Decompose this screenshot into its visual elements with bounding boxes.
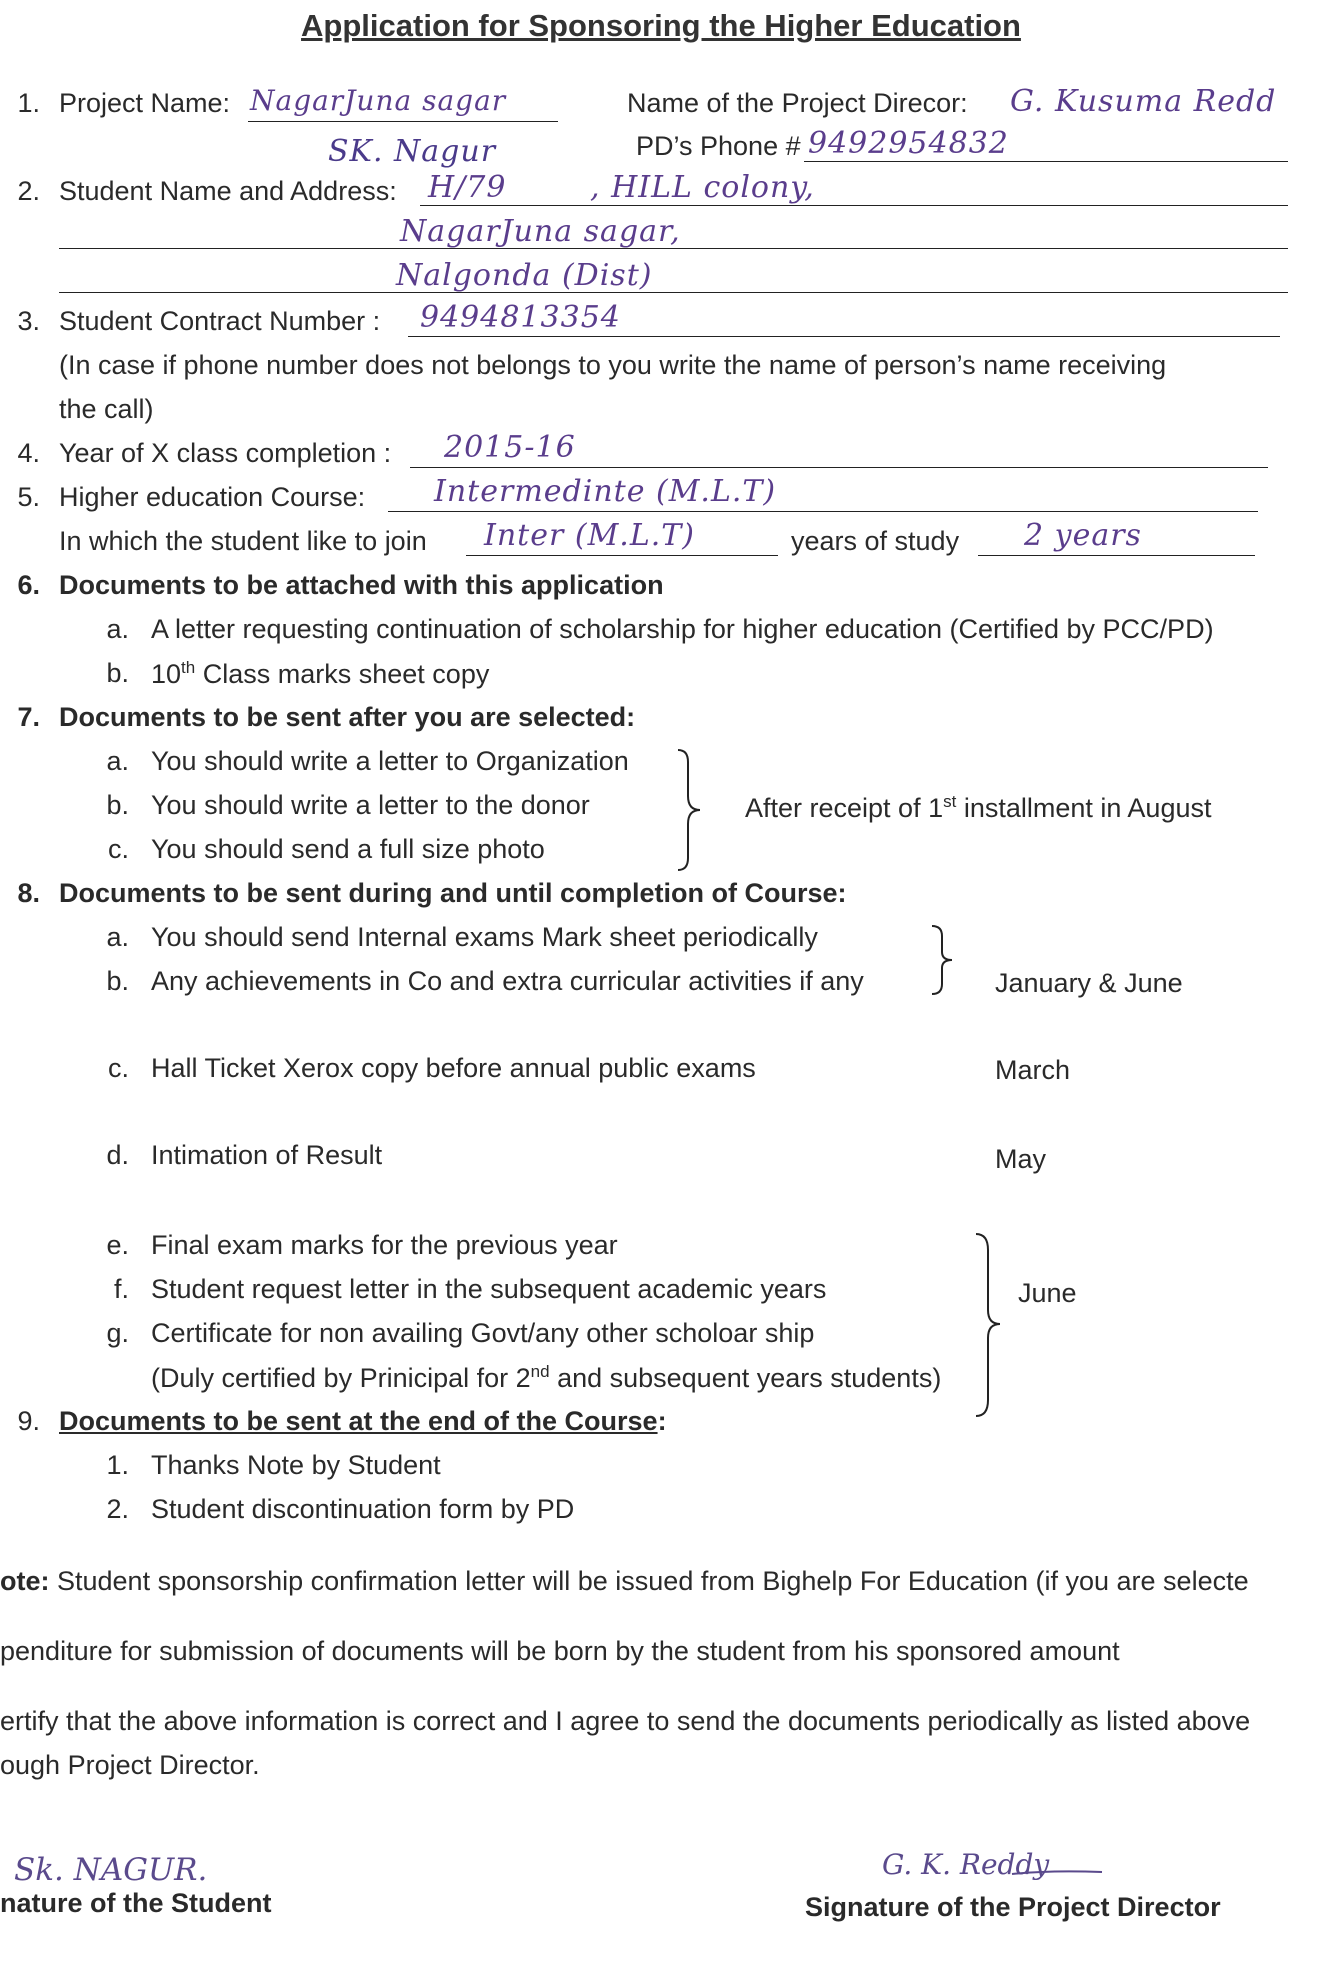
student-name-value: SK. Nagur bbox=[328, 134, 497, 169]
item-9-2-marker: 2. bbox=[106, 1494, 129, 1524]
pd-phone-label: PD’s Phone # bbox=[636, 131, 801, 161]
certify-line-1: ertify that the above information is correct and I agree to send the documents periodically as listed above bbox=[0, 1706, 1251, 1736]
course-line bbox=[388, 511, 1258, 512]
item-6-heading: Documents to be attached with this application bbox=[59, 570, 664, 600]
note: ote: Student sponsorship confirmation letter will be issued from Bighelp For Education (if you are selecte bbox=[0, 1566, 1249, 1596]
item-7a-text: You should write a letter to Organization bbox=[151, 746, 629, 776]
item-6a-marker: a. bbox=[106, 614, 129, 644]
item-8a-text: You should send Internal exams Mark sheet periodically bbox=[151, 922, 818, 952]
item-5-number: 5. bbox=[17, 482, 40, 512]
item-8g-marker: g. bbox=[106, 1318, 129, 1348]
item-8ab-brace bbox=[928, 924, 958, 996]
item-7c-marker: c. bbox=[107, 834, 129, 864]
item-8f-marker: f. bbox=[113, 1274, 129, 1304]
item-8c-text: Hall Ticket Xerox copy before annual public exams bbox=[151, 1053, 756, 1083]
student-signature-label: nature of the Student bbox=[0, 1888, 272, 1918]
years-of-study-label: years of study bbox=[791, 526, 960, 556]
item-7-brace bbox=[672, 748, 706, 872]
expenditure-note: penditure for submission of documents will be born by the student from his sponsored amount bbox=[0, 1636, 1120, 1666]
item-6b-marker: b. bbox=[106, 658, 129, 688]
form-title: Application for Sponsoring the Higher Education bbox=[301, 8, 1021, 43]
item-7c-text: You should send a full size photo bbox=[151, 834, 545, 864]
join-value: Inter (M.L.T) bbox=[484, 518, 695, 553]
item-8c-marker: c. bbox=[107, 1053, 129, 1083]
item-2-number: 2. bbox=[17, 176, 40, 206]
item-8e-marker: e. bbox=[106, 1230, 129, 1260]
address-line-1 bbox=[420, 205, 1288, 206]
item-8g-text-2: (Duly certified by Prinicipal for 2nd and subsequent years students) bbox=[151, 1362, 942, 1393]
course-label: Higher education Course: bbox=[59, 482, 366, 512]
item-7b-text: You should write a letter to the donor bbox=[151, 790, 590, 820]
certify-line-2: ough Project Director. bbox=[0, 1750, 260, 1780]
item-4-number: 4. bbox=[17, 438, 40, 468]
join-line bbox=[466, 555, 778, 556]
contact-note-line-2: the call) bbox=[59, 394, 154, 424]
course-value: Intermedinte (M.L.T) bbox=[434, 474, 777, 509]
project-director-label: Name of the Project Direcor: bbox=[627, 88, 968, 118]
class-x-year-label: Year of X class completion : bbox=[59, 438, 392, 468]
contact-number-value: 9494813354 bbox=[420, 300, 621, 335]
project-name-line bbox=[248, 121, 558, 122]
item-8ab-when: January & June bbox=[995, 968, 1183, 998]
project-name-value: NagarJuna sagar bbox=[250, 84, 507, 117]
contact-number-line bbox=[408, 336, 1280, 337]
item-7-timing: After receipt of 1st installment in August bbox=[745, 792, 1212, 823]
item-8d-text: Intimation of Result bbox=[151, 1140, 383, 1170]
item-7-heading: Documents to be sent after you are selected: bbox=[59, 702, 636, 732]
item-8c-when: March bbox=[995, 1055, 1071, 1085]
item-8d-marker: d. bbox=[106, 1140, 129, 1170]
address-value-1b: , HILL colony, bbox=[590, 170, 815, 205]
item-7b-marker: b. bbox=[106, 790, 129, 820]
item-6-number: 6. bbox=[17, 570, 40, 600]
contact-note-line-1: (In case if phone number does not belongs to you write the name of person’s name receiving bbox=[59, 350, 1167, 380]
student-address-label: Student Name and Address: bbox=[59, 176, 397, 206]
contact-number-label: Student Contract Number : bbox=[59, 306, 381, 336]
years-of-study-value: 2 years bbox=[1024, 518, 1142, 553]
item-3-number: 3. bbox=[17, 306, 40, 336]
class-x-year-value: 2015-16 bbox=[444, 430, 576, 465]
item-8d-when: May bbox=[995, 1144, 1047, 1174]
project-director-value: G. Kusuma Redd bbox=[1010, 84, 1277, 119]
item-9-2-text: Student discontinuation form by PD bbox=[151, 1494, 575, 1524]
pd-phone-value: 9492954832 bbox=[808, 126, 1009, 161]
address-line-3 bbox=[59, 292, 1288, 293]
years-of-study-line bbox=[978, 555, 1255, 556]
item-8-heading: Documents to be sent during and until completion of Course: bbox=[59, 878, 847, 908]
pd-phone-line bbox=[804, 161, 1288, 162]
item-9-1-text: Thanks Note by Student bbox=[151, 1450, 441, 1480]
item-8a-marker: a. bbox=[106, 922, 129, 952]
item-9-number: 9. bbox=[17, 1406, 40, 1436]
item-8efg-when: June bbox=[1018, 1278, 1077, 1308]
item-8b-text: Any achievements in Co and extra curricular activities if any bbox=[151, 966, 864, 996]
join-label: In which the student like to join bbox=[59, 526, 427, 556]
item-9-1-marker: 1. bbox=[106, 1450, 129, 1480]
item-8g-text: Certificate for non availing Govt/any other scholoar ship bbox=[151, 1318, 815, 1348]
student-signature: Sk. NAGUR. bbox=[14, 1852, 208, 1888]
item-7a-marker: a. bbox=[106, 746, 129, 776]
director-signature: G. K. Reddy bbox=[882, 1848, 1050, 1881]
item-1-number: 1. bbox=[17, 88, 40, 118]
item-8efg-brace bbox=[970, 1232, 1004, 1418]
item-6b-text: 10th Class marks sheet copy bbox=[151, 658, 490, 689]
item-9-heading: Documents to be sent at the end of the Course: bbox=[59, 1406, 667, 1436]
address-value-3: Nalgonda (Dist) bbox=[396, 258, 653, 293]
item-8f-text: Student request letter in the subsequent academic years bbox=[151, 1274, 827, 1304]
item-7-number: 7. bbox=[17, 702, 40, 732]
item-6a-text: A letter requesting continuation of scholarship for higher education (Certified by PCC/PD) bbox=[151, 614, 1214, 644]
item-8e-text: Final exam marks for the previous year bbox=[151, 1230, 618, 1260]
item-8b-marker: b. bbox=[106, 966, 129, 996]
address-value-1a: H/79 bbox=[428, 170, 507, 205]
director-signature-label: Signature of the Project Director bbox=[805, 1892, 1221, 1922]
class-x-year-line bbox=[410, 467, 1268, 468]
item-8-number: 8. bbox=[17, 878, 40, 908]
address-value-2: NagarJuna sagar, bbox=[400, 214, 681, 249]
project-name-label: Project Name: bbox=[59, 88, 231, 118]
director-signature-stroke bbox=[1010, 1868, 1104, 1878]
